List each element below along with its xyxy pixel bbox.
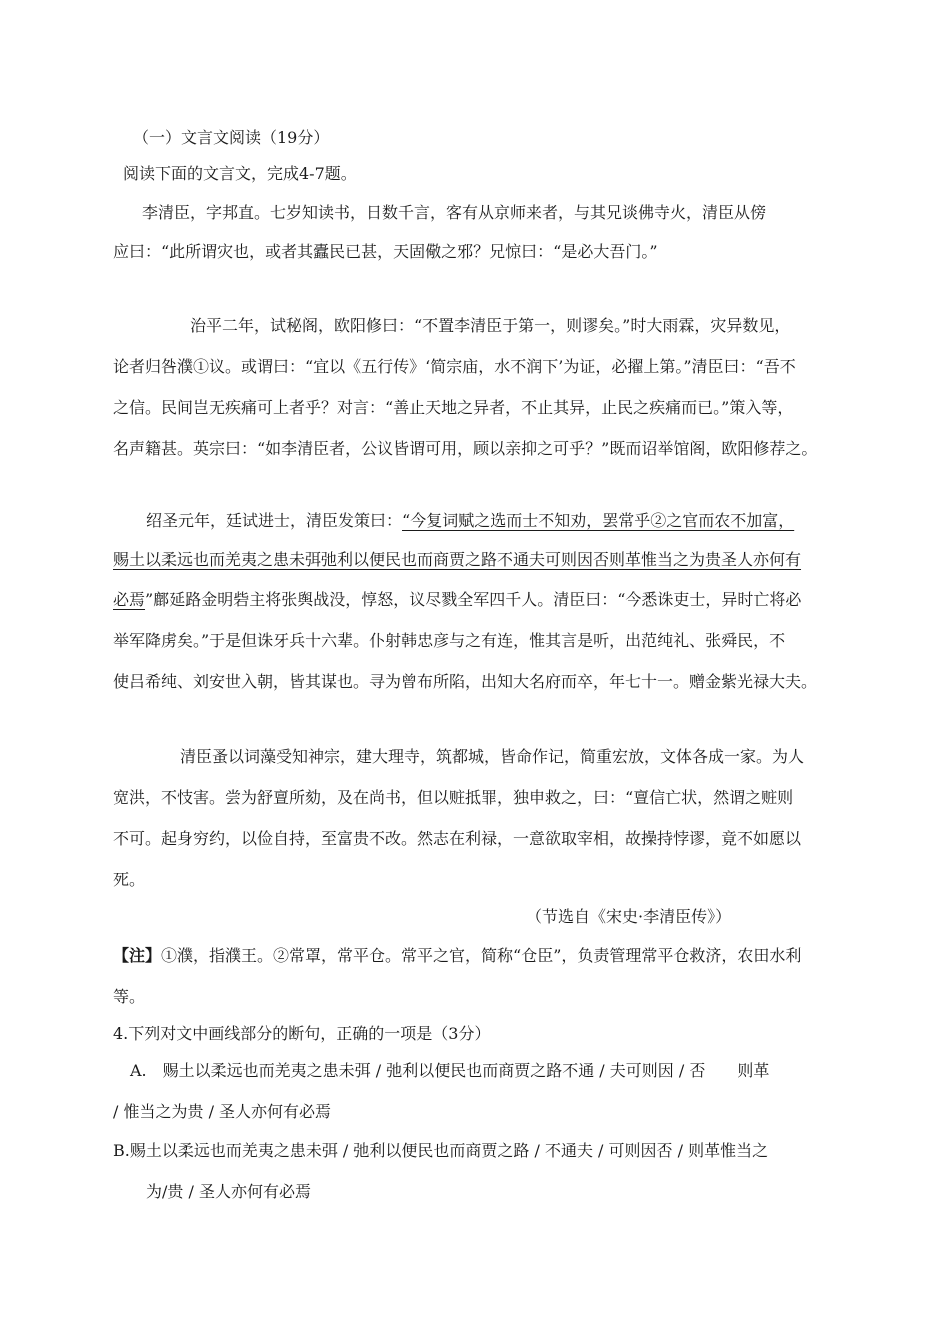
underlined-line: 赐土以柔远也而羌夷之患未弭弛利以便民也而商贾之路不通夫可则因否则革惟当之为贵圣人亦何有 xyxy=(113,550,802,569)
text-line xyxy=(146,509,794,533)
option-b-continued: 为/贵 / 圣人亦何有必焉 xyxy=(146,1182,311,1201)
text-line: 李清臣，字邦直。七岁知读书，日数千言，客有从京师来者，与其兄谈佛寺火，清臣从傍 xyxy=(142,203,767,222)
text-segment: 绍圣元年，廷试进士，清臣发策曰： xyxy=(146,511,403,530)
text-line xyxy=(113,944,801,968)
text-line: 之信。民间岂无疾痛可上者乎？对言：“善止天地之异者，不止其异，止民之疾痛而已。”策入等， xyxy=(113,398,794,417)
text-line: 治平二年，试秘阁，欧阳修曰：“不置李清臣于第一，则谬矣。”时大雨霖，灾异数见， xyxy=(190,316,791,335)
text-line: 等。 xyxy=(113,987,146,1006)
underlined-segment: 必焉 xyxy=(113,590,146,609)
text-line: 举军降虏矣。”于是但诛牙兵十六辈。仆射韩忠彦与之有连，惟其言是听，出范纯礼、张舜民，不 xyxy=(113,631,786,650)
text-line: 死。 xyxy=(113,870,146,889)
question-stem: 4.下列对文中画线部分的断句，正确的一项是（3分） xyxy=(113,1024,491,1043)
option-a-continued: / 惟当之为贵 / 圣人亦何有必焉 xyxy=(113,1102,332,1121)
note-label: 【注】 xyxy=(113,946,162,965)
text-line: 名声籍甚。英宗曰：“如李清臣者，公议皆谓可用，顾以亲抑之可乎？”既而诏举馆阁，欧阳修荐之。 xyxy=(113,439,818,458)
text-line: 宽洪，不忮害。尝为舒亶所劾，及在尚书，但以赃抵罪，独申救之，曰：“亶信亡状，然谓之赃则 xyxy=(113,788,794,807)
section-title: （一）文言文阅读（19分） xyxy=(133,128,330,147)
underlined-segment: “今复词赋之选而士不知劝，罢常乎②之官而农不加富， xyxy=(402,511,795,530)
option-b: B.赐土以柔远也而羌夷之患未弭 / 弛利以便民也而商贾之路 / 不通夫 / 可则因否 / 则革惟当之 xyxy=(113,1141,769,1160)
text-line: 清臣蚤以词藻受知神宗，建大理寺，筑都城，皆命作记，简重宏放，文体各成一家。为人 xyxy=(180,747,805,766)
source-citation: （节选自《宋史·李清臣传》） xyxy=(526,907,732,926)
text-segment: ”鄜延路金明砦主将张舆战没，惇怒，议尽戮全军四千人。清臣曰：“今悉诛吏士，异时亡将必 xyxy=(145,590,802,609)
text-line: 论者归咎濮①议。或谓曰：“宜以《五行传》‘简宗庙，水不润下’为证，必擢上第。”清臣曰：“吾不 xyxy=(113,357,796,376)
text-line: 使吕希纯、刘安世入朝，皆其谋也。寻为曾布所陷，出知大名府而卒，年七十一。赠金紫光禄大夫。 xyxy=(113,672,818,691)
note-text: ①濮，指濮王。②常罩，常平仓。常平之官，简称“仓臣”，负责管理常平仓救济，农田水利 xyxy=(161,946,802,965)
text-line: 不可。起身穷约，以俭自持，至富贵不改。然志在利禄，一意欲取宰相，故操持悖谬，竟不如愿以 xyxy=(113,829,802,848)
option-a: A. 赐土以柔远也而羌夷之患未弭 / 弛利以便民也而商贾之路不通 / 夫可则因 / 否 则革 xyxy=(130,1061,770,1080)
text-line: 应曰：“此所谓灾也，或者其蠹民已甚，天固儆之邪？兄惊曰：“是必大吾门。” xyxy=(113,242,658,261)
text-line xyxy=(113,588,801,612)
instruction: 阅读下面的文言文，完成4-7题。 xyxy=(123,164,357,183)
